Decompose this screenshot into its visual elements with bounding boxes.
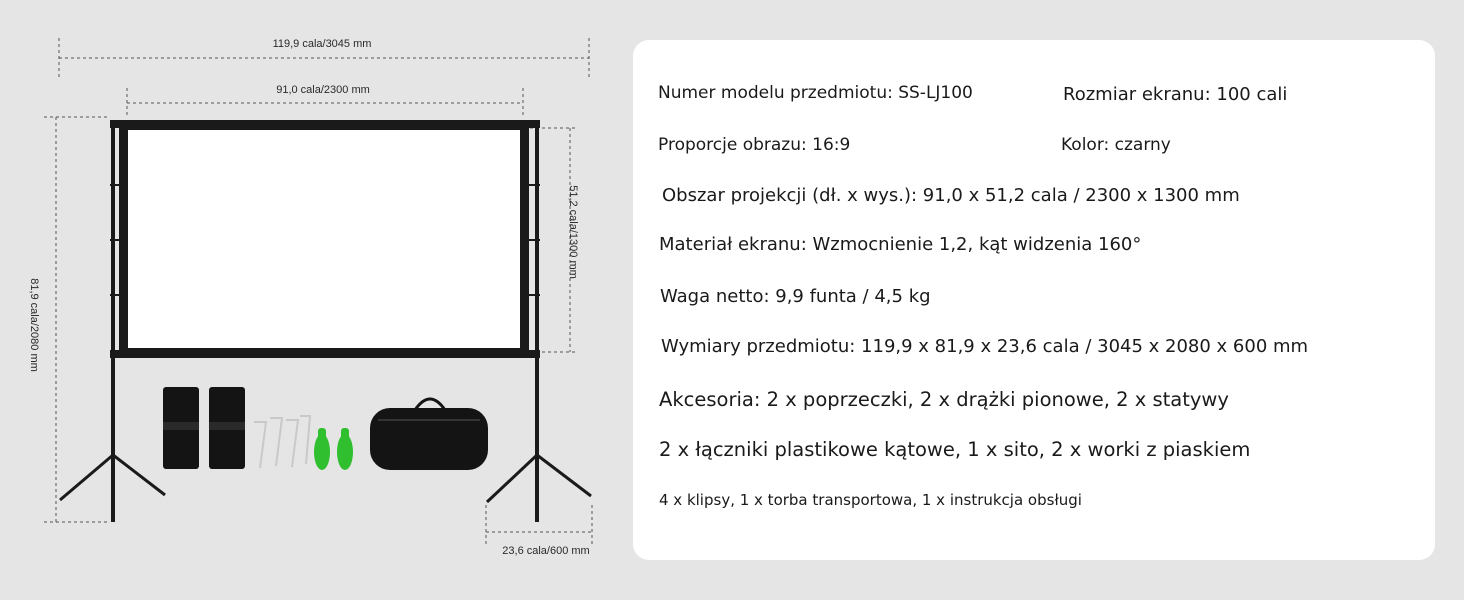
specifications-panel: [633, 40, 1435, 560]
spec-projection-area: Obszar projekcji (dł. x wys.): 91,0 x 51,2 cala / 2300 x 1300 mm: [662, 185, 1240, 206]
spec-accessories-3: 4 x klipsy, 1 x torba transportowa, 1 x instrukcja obsługi: [659, 491, 1082, 509]
sandbag-right: [209, 387, 245, 469]
spec-screen-size: Rozmiar ekranu: 100 cali: [1063, 84, 1288, 105]
spec-net-weight: Waga netto: 9,9 funta / 4,5 kg: [660, 286, 931, 307]
spec-item-dimensions: Wymiary przedmiotu: 119,9 x 81,9 x 23,6 cala / 3045 x 2080 x 600 mm: [661, 336, 1309, 357]
spec-aspect-ratio: Proporcje obrazu: 16:9: [658, 135, 851, 155]
screen-height-label: 51,2 cala/1300 mm: [567, 185, 579, 279]
spec-model: Numer modelu przedmiotu: SS-LJ100: [658, 83, 973, 103]
screen-width-label: 91,0 cala/2300 mm: [276, 84, 370, 96]
total-height-label: 81,9 cala/2080 mm: [28, 278, 40, 372]
carry-bag: [370, 399, 488, 470]
green-ropes: [314, 428, 353, 470]
depth-label: 23,6 cala/600 mm: [502, 545, 590, 557]
spec-accessories-2: 2 x łączniki plastikowe kątowe, 1 x sito, 2 x worki z piaskiem: [659, 438, 1251, 461]
spec-color: Kolor: czarny: [1061, 135, 1171, 155]
spec-material: Materiał ekranu: Wzmocnienie 1,2, kąt widzenia 160°: [659, 234, 1142, 255]
total-width-label: 119,9 cala/3045 mm: [272, 38, 372, 50]
ground-stakes: [254, 416, 310, 468]
spec-accessories-1: Akcesoria: 2 x poprzeczki, 2 x drążki pionowe, 2 x statywy: [659, 388, 1229, 411]
sandbag-left: [163, 387, 199, 469]
projector-screen-illustration: [0, 0, 620, 600]
